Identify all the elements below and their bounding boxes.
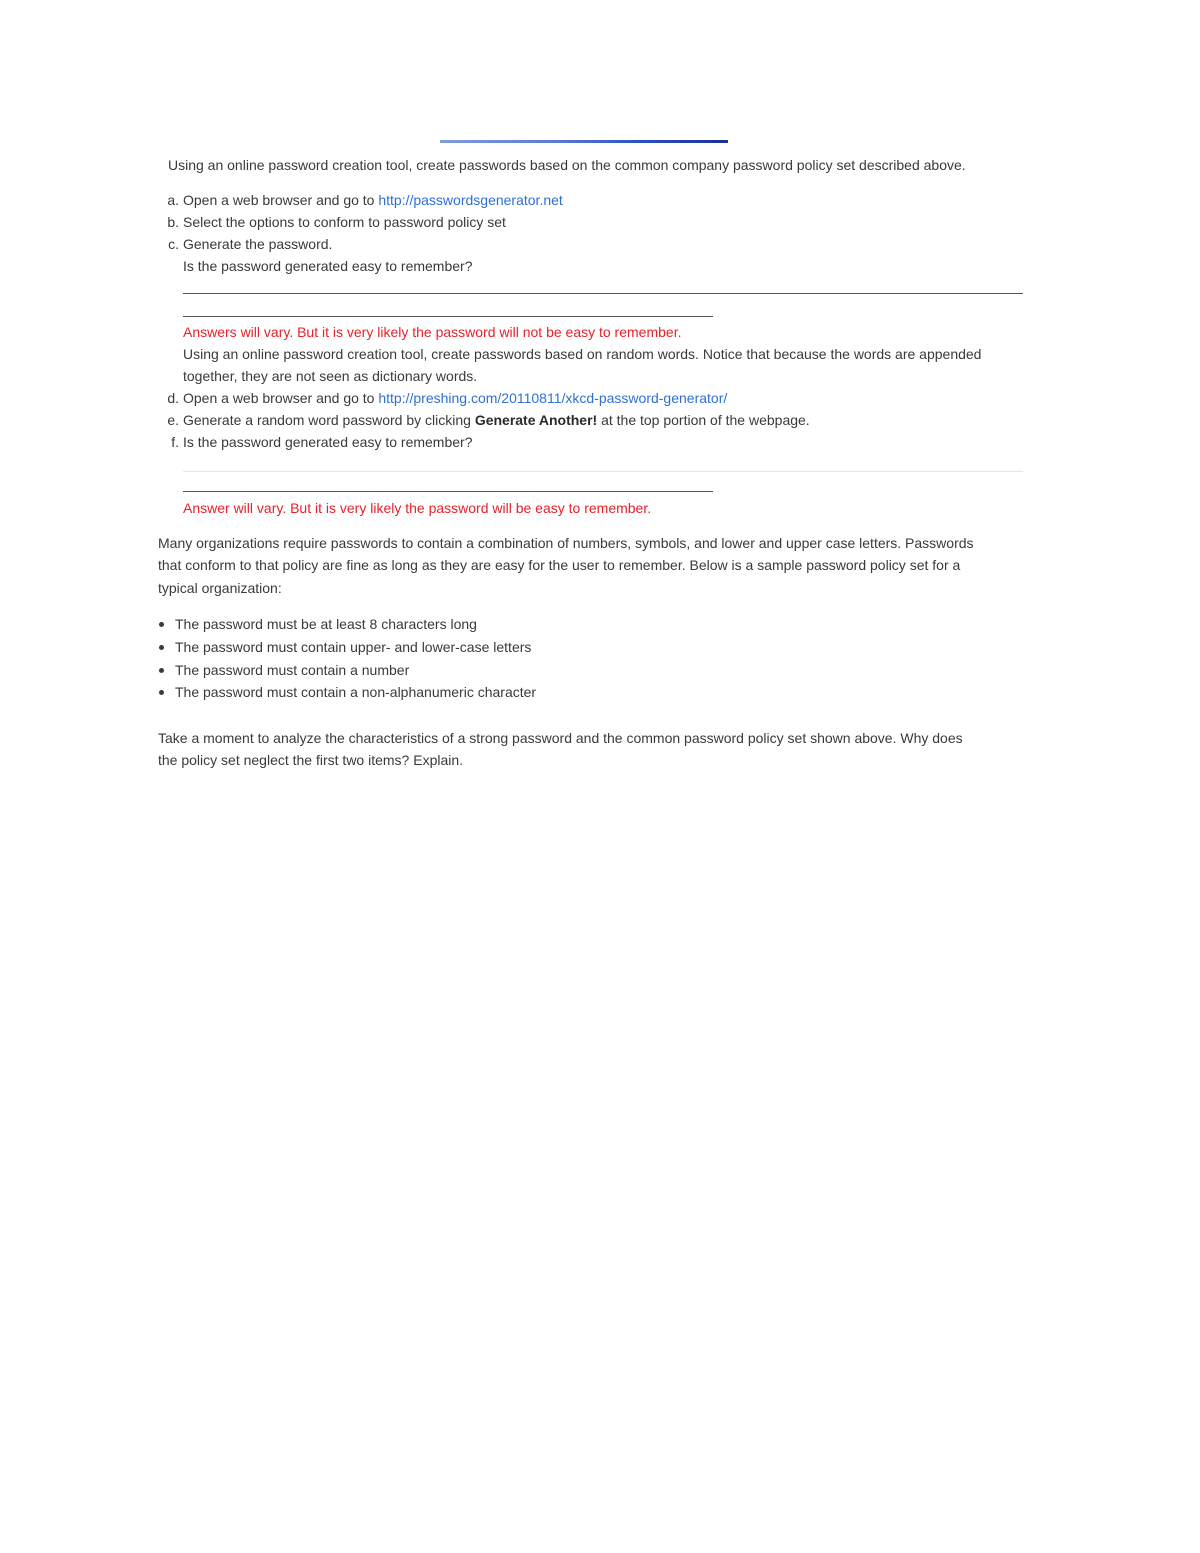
step-e (164, 411, 810, 429)
generate-another-label: Generate Another! (474, 412, 598, 428)
step-a-text: Open a web browser and go to (183, 192, 379, 208)
step-d (164, 389, 727, 407)
answer-line-2b[interactable] (183, 491, 713, 492)
answer-line-1a[interactable] (183, 293, 1023, 294)
step-a (164, 191, 563, 209)
policy-para-line-1: Many organizations require passwords to contain a combination of numbers, symbols, and lower and upper case letters. Passwords (158, 535, 974, 551)
header-accent-bar (440, 140, 728, 143)
passwordsgenerator-link[interactable]: http://passwordsgenerator.net (378, 192, 563, 208)
policy-item-4: The password must contain a non-alphanumeric character (175, 684, 537, 700)
step-c (164, 235, 332, 253)
question-1: Is the password generated easy to remember? (183, 258, 473, 274)
step-b (164, 213, 506, 231)
step-a-marker: a. (167, 192, 179, 208)
bullet-icon (159, 668, 164, 673)
answer-line-1b[interactable] (183, 316, 713, 317)
answer-line-2a[interactable] (183, 471, 1023, 472)
policy-item-3: The password must contain a number (175, 662, 410, 678)
bullet-icon (159, 690, 164, 695)
bullet-icon (159, 645, 164, 650)
bullet-icon (159, 622, 164, 627)
step-d-text: Open a web browser and go to (183, 390, 379, 406)
preshing-link[interactable]: http://preshing.com/20110811/xkcd-password-generator/ (378, 390, 728, 406)
intro2-line-1: Using an online password creation tool, create passwords based on random words. Notice that because the words are appended (183, 346, 982, 362)
policy-para-line-2: that conform to that policy are fine as long as they are easy for the user to remember. Below is a sample password policy set for a (158, 557, 961, 573)
step-f (164, 433, 473, 451)
answer-1: Answers will vary. But it is very likely the password will not be easy to remember. (183, 324, 682, 340)
step-c-text: Generate the password. (183, 236, 333, 252)
step-e-text-after: at the top portion of the webpage. (597, 412, 810, 428)
intro2-line-2: together, they are not seen as dictionary words. (183, 368, 478, 384)
step-e-text-before: Generate a random word password by clicking (183, 412, 475, 428)
step-b-marker: b. (167, 214, 179, 230)
step-f-text: Is the password generated easy to remember? (183, 434, 473, 450)
answer-2: Answer will vary. But it is very likely the password will be easy to remember. (183, 500, 652, 516)
step-d-marker: d. (167, 390, 179, 406)
closing-para-line-2: the policy set neglect the first two items? Explain. (158, 752, 464, 768)
step-e-marker: e. (167, 412, 179, 428)
policy-para-line-3: typical organization: (158, 580, 282, 596)
closing-para-line-1: Take a moment to analyze the characteristics of a strong password and the common password policy set shown above. Why does (158, 730, 963, 746)
step-b-text: Select the options to conform to password policy set (183, 214, 506, 230)
policy-item-1: The password must be at least 8 characters long (175, 616, 477, 632)
step-c-marker: c. (168, 236, 179, 252)
intro-text: Using an online password creation tool, create passwords based on the common company password policy set described above. (168, 157, 966, 173)
step-f-marker: f. (171, 434, 179, 450)
policy-item-2: The password must contain upper- and lower-case letters (175, 639, 532, 655)
